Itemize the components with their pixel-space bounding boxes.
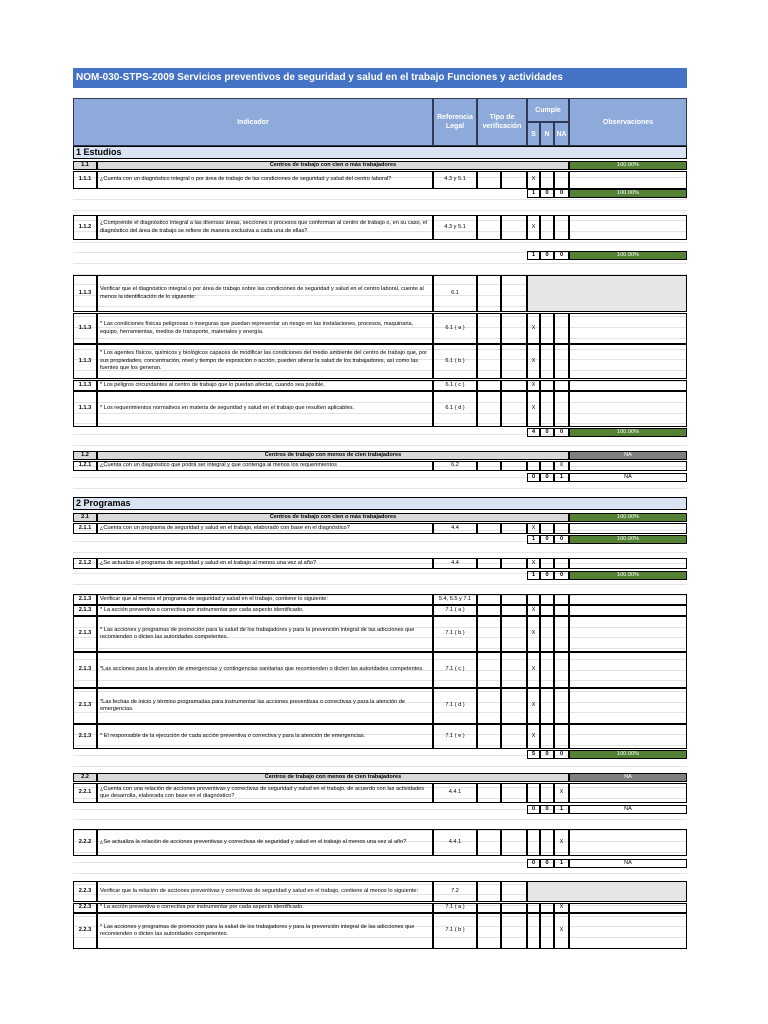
row-number: 1.1.3	[73, 380, 97, 391]
row-observaciones[interactable]	[569, 171, 687, 189]
row-grey-fill	[527, 881, 687, 902]
total-na: 0	[554, 535, 569, 544]
grid-line	[73, 242, 687, 243]
row-cumple-s[interactable]: X	[527, 380, 540, 391]
row-cumple-n[interactable]	[540, 829, 554, 856]
row-indicator: * El responsable de la ejecución de cada acción preventiva o correctiva y para la atención de emergencias.	[97, 724, 433, 749]
row-number: 2.1.3	[73, 724, 97, 749]
row-cumple-s[interactable]: X	[527, 688, 540, 724]
row-number: 2.1.3	[73, 688, 97, 724]
row-verification-type-extra[interactable]	[501, 605, 527, 616]
total-na: 0	[554, 251, 569, 260]
row-legal-reference: 7.1 ( b )	[433, 616, 477, 652]
row-verification-type-extra[interactable]	[501, 652, 527, 688]
row-verification-type[interactable]	[477, 275, 501, 312]
total-s: 0	[527, 805, 540, 814]
row-number: 2.1.3	[73, 594, 97, 605]
header-referencia: Referencia Legal	[433, 98, 477, 146]
table-row	[73, 275, 687, 312]
row-indicator: *Las fechas de inicio y término programadas para instrumentar las acciones preventivas o correctivas y para la atención de emergencias.	[97, 688, 433, 724]
total-percent: 100.00%	[569, 428, 687, 437]
row-legal-reference: 7.1 ( d )	[433, 688, 477, 724]
subsection-percent: NA	[569, 773, 687, 782]
table-row	[73, 913, 687, 949]
totals-row	[527, 428, 687, 437]
row-verification-type-extra[interactable]	[501, 903, 527, 913]
row-number: 2.2.3	[73, 903, 97, 913]
total-na: 0	[554, 571, 569, 580]
row-verification-type-extra[interactable]	[501, 913, 527, 949]
row-indicator: * Los peligros circundantes al centro de trabajo que lo puedan afectar, cuando sea posible.	[97, 380, 433, 391]
row-number: 2.1.3	[73, 616, 97, 652]
header-n: N	[540, 122, 554, 146]
row-verification-type-extra[interactable]	[501, 275, 527, 312]
row-observaciones[interactable]	[569, 313, 687, 344]
total-n: 0	[540, 859, 554, 868]
row-indicator: ¿Cuenta con una relación de acciones preventivas y correctivas de seguridad y salud en el trabajo, de acuerdo con las actividades que desarrolla, elaborada con base en el diagnóstico?	[97, 783, 433, 803]
row-cumple-na[interactable]	[554, 652, 569, 688]
row-cumple-s[interactable]	[527, 783, 540, 803]
total-s: 1	[527, 189, 540, 198]
totals-row	[527, 859, 687, 868]
totals-row	[527, 189, 687, 198]
row-cumple-s[interactable]	[527, 903, 540, 913]
total-s: 1	[527, 571, 540, 580]
total-percent: 100.00%	[569, 750, 687, 759]
row-verification-type[interactable]	[477, 724, 501, 749]
row-cumple-na[interactable]: X	[554, 461, 569, 471]
table-row	[73, 461, 687, 471]
row-cumple-n[interactable]	[540, 688, 554, 724]
totals-row	[527, 750, 687, 759]
row-indicator: ¿Cuenta con un diagnóstico integral o por área de trabajo de las condiciones de seguridad y salud del centro laboral?	[97, 171, 433, 189]
total-s: 1	[527, 535, 540, 544]
sheet-title: NOM-030-STPS-2009 Servicios preventivos de seguridad y salud en el trabajo Funciones y actividades	[73, 68, 687, 88]
total-s: 4	[527, 428, 540, 437]
row-cumple-n[interactable]	[540, 313, 554, 344]
table-row	[73, 783, 687, 803]
total-percent: 100.00%	[569, 535, 687, 544]
subsection-title: Centros de trabajo con menos de cien trabajadores	[97, 451, 569, 460]
row-verification-type-extra[interactable]	[501, 391, 527, 427]
row-verification-type-extra[interactable]	[501, 616, 527, 652]
row-verification-type-extra[interactable]	[501, 558, 527, 569]
row-observaciones[interactable]	[569, 913, 687, 949]
table-header	[73, 98, 687, 146]
row-observaciones[interactable]	[569, 724, 687, 749]
row-observaciones[interactable]	[569, 594, 687, 605]
subsection-title: Centros de trabajo con cien o más trabajadores	[97, 161, 569, 170]
table-row	[73, 652, 687, 688]
total-s: 0	[527, 859, 540, 868]
row-cumple-na[interactable]: X	[554, 903, 569, 913]
subsection-header	[73, 513, 687, 522]
row-cumple-na[interactable]	[554, 391, 569, 427]
row-observaciones[interactable]	[569, 523, 687, 534]
row-number: 2.2.3	[73, 913, 97, 949]
row-verification-type[interactable]	[477, 461, 501, 471]
row-verification-type-extra[interactable]	[501, 313, 527, 344]
total-na: 0	[554, 750, 569, 759]
total-s: 0	[527, 473, 540, 482]
row-cumple-na[interactable]	[554, 215, 569, 240]
total-percent: 100.00%	[569, 251, 687, 260]
row-cumple-n[interactable]	[540, 594, 554, 605]
grid-line	[73, 873, 687, 874]
row-legal-reference: 6.1 ( a )	[433, 313, 477, 344]
row-cumple-n[interactable]	[540, 215, 554, 240]
grid-line	[73, 210, 687, 211]
subsection-title: Centros de trabajo con cien o más trabajadores	[97, 513, 569, 522]
grid-line	[73, 488, 687, 489]
table-row	[73, 903, 687, 913]
row-verification-type[interactable]	[477, 558, 501, 569]
row-legal-reference: 7.2	[433, 881, 477, 902]
row-verification-type-extra[interactable]	[501, 724, 527, 749]
subsection-number: 1.2	[73, 451, 97, 460]
row-verification-type[interactable]	[477, 652, 501, 688]
subsection-header	[73, 773, 687, 782]
subsection-header	[73, 161, 687, 170]
row-indicator: * Los agentes físicos, químicos y biológicos capaces de modificar las condiciones del medio ambiente del centro de trabajo que, por sus propiedades, concentración, nivel y tiempo de exposición o acción, pueden alterar la salud de los trabajadores, así como las fuentes que los generan.	[97, 344, 433, 379]
row-verification-type-extra[interactable]	[501, 829, 527, 856]
row-cumple-n[interactable]	[540, 461, 554, 471]
row-cumple-na[interactable]	[554, 523, 569, 534]
row-verification-type-extra[interactable]	[501, 344, 527, 379]
row-verification-type-extra[interactable]	[501, 380, 527, 391]
row-number: 2.1.1	[73, 523, 97, 534]
grid-line	[73, 263, 687, 264]
row-number: 1.1.3	[73, 391, 97, 427]
row-verification-type-extra[interactable]	[501, 594, 527, 605]
row-cumple-n[interactable]	[540, 344, 554, 379]
row-cumple-n[interactable]	[540, 616, 554, 652]
row-verification-type-extra[interactable]	[501, 171, 527, 189]
row-verification-type[interactable]	[477, 688, 501, 724]
total-na: 1	[554, 805, 569, 814]
row-cumple-na[interactable]	[554, 171, 569, 189]
row-observaciones[interactable]	[569, 903, 687, 913]
row-verification-type[interactable]	[477, 594, 501, 605]
total-s: 5	[527, 750, 540, 759]
row-cumple-na[interactable]	[554, 688, 569, 724]
row-grey-fill	[527, 275, 687, 312]
subsection-title: Centros de trabajo con menos de cien trabajadores	[97, 773, 569, 782]
total-n: 0	[540, 535, 554, 544]
row-indicator: * La acción preventiva o correctiva por instrumentar por cada aspecto identificado.	[97, 903, 433, 913]
table-row	[73, 171, 687, 189]
totals-row	[527, 251, 687, 260]
row-legal-reference: 5.4, 5.5 y 7.1	[433, 594, 477, 605]
row-legal-reference: 7.1 ( a )	[433, 605, 477, 616]
row-cumple-na[interactable]	[554, 605, 569, 616]
row-cumple-n[interactable]	[540, 724, 554, 749]
row-indicator: ¿Se actualiza el programa de seguridad y salud en el trabajo al menos una vez al año?	[97, 558, 433, 569]
row-cumple-s[interactable]: X	[527, 724, 540, 749]
row-cumple-na[interactable]	[554, 344, 569, 379]
row-observaciones[interactable]	[569, 391, 687, 427]
row-observaciones[interactable]	[569, 605, 687, 616]
row-observaciones[interactable]	[569, 829, 687, 856]
row-legal-reference: 6.1 ( c )	[433, 380, 477, 391]
row-verification-type[interactable]	[477, 616, 501, 652]
row-cumple-na[interactable]	[554, 594, 569, 605]
total-percent: NA	[569, 859, 687, 868]
total-n: 0	[540, 189, 554, 198]
row-number: 2.2.1	[73, 783, 97, 803]
row-number: 2.2.3	[73, 881, 97, 902]
table-row	[73, 215, 687, 240]
row-legal-reference: 4.4.1	[433, 783, 477, 803]
row-legal-reference: 6.1	[433, 275, 477, 312]
row-indicator: Verificar que el diagnóstico integral o por área de trabajo sobre las condiciones de seguridad y salud en el centro laboral, cuente al menos la identificación de lo siguiente:	[97, 275, 433, 312]
row-indicator: Verificar que al menos el programa de seguridad y salud en el trabajo, contiene lo siguiente:	[97, 594, 433, 605]
grid-line	[73, 584, 687, 585]
total-n: 0	[540, 750, 554, 759]
grid-line	[73, 445, 687, 446]
row-cumple-na[interactable]: X	[554, 783, 569, 803]
total-s: 1	[527, 251, 540, 260]
subsection-percent: NA	[569, 451, 687, 460]
table-row	[73, 380, 687, 391]
header-s: S	[527, 122, 540, 146]
total-na: 0	[554, 428, 569, 437]
row-observaciones[interactable]	[569, 380, 687, 391]
row-cumple-na[interactable]	[554, 380, 569, 391]
row-legal-reference: 4.4	[433, 558, 477, 569]
table-row	[73, 829, 687, 856]
row-verification-type[interactable]	[477, 171, 501, 189]
row-indicator: ¿Se actualiza la relación de acciones preventivas y correctivas de seguridad y salud en el trabajo al menos una vez al año?	[97, 829, 433, 856]
row-indicator: *Las acciones para la atención de emergencias y contingencias sanitarias que recomienden o dicten las autoridades competentes.	[97, 652, 433, 688]
row-verification-type[interactable]	[477, 881, 501, 902]
section-header: 1 Estudios	[73, 146, 687, 159]
totals-row	[527, 473, 687, 482]
row-verification-type-extra[interactable]	[501, 688, 527, 724]
grid-line	[73, 199, 687, 200]
row-number: 1.1.3	[73, 275, 97, 312]
row-observaciones[interactable]	[569, 652, 687, 688]
row-cumple-na[interactable]: X	[554, 913, 569, 949]
row-observaciones[interactable]	[569, 616, 687, 652]
row-cumple-na[interactable]	[554, 724, 569, 749]
total-percent: NA	[569, 805, 687, 814]
row-verification-type[interactable]	[477, 913, 501, 949]
row-indicator: * Los requerimientos normativos en materia de seguridad y salud en el trabajo que resulten aplicables.	[97, 391, 433, 427]
row-number: 1.1.1	[73, 171, 97, 189]
row-observaciones[interactable]	[569, 783, 687, 803]
row-legal-reference: 6.2	[433, 461, 477, 471]
row-indicator: * Las condiciones físicas peligrosas o inseguras que puedan representar un riesgo en las instalaciones, procesos, maquinaria, equipo, herramientas, medios de transporte, materiales y energía.	[97, 313, 433, 344]
table-row	[73, 391, 687, 427]
row-cumple-na[interactable]	[554, 616, 569, 652]
row-cumple-s[interactable]: X	[527, 344, 540, 379]
row-cumple-n[interactable]	[540, 391, 554, 427]
row-observaciones[interactable]	[569, 688, 687, 724]
table-row	[73, 344, 687, 379]
header-indicador: Indicador	[73, 98, 433, 146]
row-number: 2.2.2	[73, 829, 97, 856]
totals-row	[527, 535, 687, 544]
row-verification-type[interactable]	[477, 829, 501, 856]
row-verification-type-extra[interactable]	[501, 783, 527, 803]
total-na: 1	[554, 859, 569, 868]
row-cumple-n[interactable]	[540, 783, 554, 803]
row-cumple-s[interactable]	[527, 594, 540, 605]
subsection-number: 1.1	[73, 161, 97, 170]
total-na: 1	[554, 473, 569, 482]
row-cumple-s[interactable]	[527, 829, 540, 856]
row-legal-reference: 6.1 ( b )	[433, 344, 477, 379]
totals-row	[527, 571, 687, 580]
row-number: 1.2.1	[73, 461, 97, 471]
row-number: 1.1.3	[73, 313, 97, 344]
subsection-header	[73, 451, 687, 460]
row-indicator: * Las acciones y programas de promoción para la salud de los trabajadores y para la prevención integral de las adicciones que recomienden o dicten las autoridades competentes.	[97, 616, 433, 652]
row-cumple-na[interactable]	[554, 313, 569, 344]
total-percent: 100.00%	[569, 189, 687, 198]
grid-line	[73, 766, 687, 767]
row-cumple-s[interactable]: X	[527, 523, 540, 534]
row-legal-reference: 7.1 ( a )	[433, 903, 477, 913]
row-verification-type-extra[interactable]	[501, 881, 527, 902]
row-observaciones[interactable]	[569, 558, 687, 569]
table-row	[73, 688, 687, 724]
total-n: 0	[540, 473, 554, 482]
total-n: 0	[540, 251, 554, 260]
row-number: 1.1.3	[73, 344, 97, 379]
row-legal-reference: 4.4.1	[433, 829, 477, 856]
row-legal-reference: 4.3 y 5.1	[433, 215, 477, 240]
table-row	[73, 594, 687, 605]
table-row	[73, 605, 687, 616]
row-indicator: * La acción preventiva o correctiva por instrumentar por cada aspecto identificado.	[97, 605, 433, 616]
row-indicator: * Las acciones y programas de promoción para la salud de los trabajadores y para la prevención integral de las adicciones que recomienden o dicten las autoridades competentes.	[97, 913, 433, 949]
total-percent: NA	[569, 473, 687, 482]
row-verification-type[interactable]	[477, 313, 501, 344]
row-observaciones[interactable]	[569, 461, 687, 471]
grid-line	[73, 552, 687, 553]
row-legal-reference: 4.3 y 5.1	[433, 171, 477, 189]
row-cumple-n[interactable]	[540, 558, 554, 569]
totals-row	[527, 805, 687, 814]
row-cumple-s[interactable]: X	[527, 171, 540, 189]
total-percent: 100.00%	[569, 571, 687, 580]
row-verification-type[interactable]	[477, 605, 501, 616]
row-cumple-s[interactable]: X	[527, 558, 540, 569]
row-number: 2.1.3	[73, 652, 97, 688]
row-cumple-na[interactable]	[554, 558, 569, 569]
row-cumple-n[interactable]	[540, 171, 554, 189]
row-verification-type[interactable]	[477, 391, 501, 427]
row-cumple-n[interactable]	[540, 913, 554, 949]
row-cumple-s[interactable]	[527, 913, 540, 949]
header-tipo: Tipo de verificación	[477, 98, 527, 146]
total-n: 0	[540, 571, 554, 580]
row-indicator: ¿Cuenta con un diagnóstico que podrá ser integral y que contenga al menos los requerimientos	[97, 461, 433, 471]
row-legal-reference: 7.1 ( b )	[433, 913, 477, 949]
row-cumple-s[interactable]: X	[527, 605, 540, 616]
row-verification-type-extra[interactable]	[501, 461, 527, 471]
section-header: 2 Programas	[73, 497, 687, 510]
row-cumple-na[interactable]: X	[554, 829, 569, 856]
header-cumple: Cumple	[527, 98, 569, 122]
row-observaciones[interactable]	[569, 344, 687, 379]
row-observaciones[interactable]	[569, 215, 687, 240]
table-row	[73, 313, 687, 344]
subsection-number: 2.1	[73, 513, 97, 522]
row-indicator: ¿Cuenta con un programa de seguridad y salud en el trabajo, elaborado con base en el diagnóstico?	[97, 523, 433, 534]
row-cumple-s[interactable]	[527, 461, 540, 471]
grid-line	[73, 819, 687, 820]
row-number: 1.1.2	[73, 215, 97, 240]
total-na: 0	[554, 189, 569, 198]
row-legal-reference: 4.4	[433, 523, 477, 534]
row-verification-type[interactable]	[477, 380, 501, 391]
subsection-percent: 100.00%	[569, 513, 687, 522]
row-cumple-s[interactable]: X	[527, 215, 540, 240]
row-verification-type[interactable]	[477, 523, 501, 534]
header-observaciones: Observaciones	[569, 98, 687, 146]
row-cumple-s[interactable]: X	[527, 616, 540, 652]
total-n: 0	[540, 428, 554, 437]
row-verification-type[interactable]	[477, 215, 501, 240]
row-indicator: Verificar que la relación de acciones preventivas y correctivas de seguridad y salud en el trabajo, contiene al menos lo siguiente:	[97, 881, 433, 902]
row-verification-type-extra[interactable]	[501, 215, 527, 240]
table-row	[73, 523, 687, 534]
table-row	[73, 724, 687, 749]
row-verification-type[interactable]	[477, 903, 501, 913]
subsection-percent: 100.00%	[569, 161, 687, 170]
row-cumple-n[interactable]	[540, 605, 554, 616]
row-legal-reference: 7.1 ( e )	[433, 724, 477, 749]
row-cumple-n[interactable]	[540, 380, 554, 391]
table-row	[73, 616, 687, 652]
row-verification-type[interactable]	[477, 783, 501, 803]
row-cumple-n[interactable]	[540, 523, 554, 534]
row-cumple-s[interactable]: X	[527, 391, 540, 427]
header-na: NA	[554, 122, 569, 146]
total-n: 0	[540, 805, 554, 814]
row-indicator: ¿Comprende el diagnóstico integral a las diversas áreas, secciones o procesos que conforman al centro de trabajo o, en su caso, el diagnóstico del área de trabajo se refiere de manera exclusiva a cada una de ellas?	[97, 215, 433, 240]
subsection-number: 2.2	[73, 773, 97, 782]
row-legal-reference: 6.1 ( d )	[433, 391, 477, 427]
row-number: 2.1.2	[73, 558, 97, 569]
row-legal-reference: 7.1 ( c )	[433, 652, 477, 688]
row-cumple-s[interactable]: X	[527, 313, 540, 344]
row-cumple-n[interactable]	[540, 903, 554, 913]
row-verification-type[interactable]	[477, 344, 501, 379]
table-row	[73, 558, 687, 569]
row-verification-type-extra[interactable]	[501, 523, 527, 534]
table-row	[73, 881, 687, 902]
row-cumple-n[interactable]	[540, 652, 554, 688]
row-number: 2.1.3	[73, 605, 97, 616]
row-cumple-s[interactable]: X	[527, 652, 540, 688]
